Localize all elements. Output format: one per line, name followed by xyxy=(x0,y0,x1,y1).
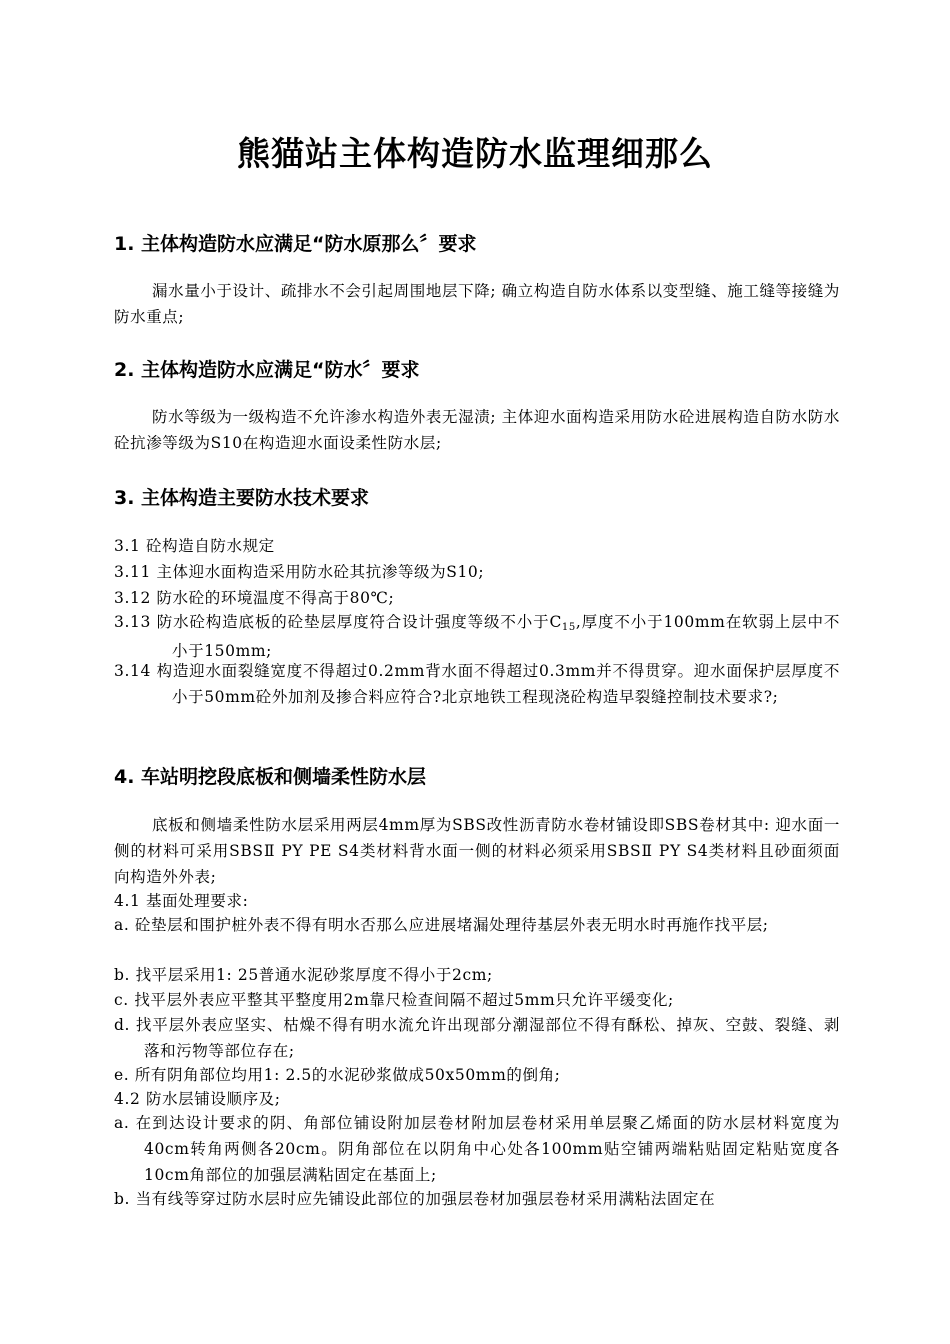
page-title: 熊猫站主体构造防水监理细那么 xyxy=(237,134,713,173)
list-item: a. 在到达设计要求的阴、角部位铺设附加层卷材附加层卷材采用单层聚乙烯面的防水层材料宽度为40cm转角两侧各20cm。阴角部位在以阴角中心处各100mm贴空铺两端粘贴固定粘贴宽度各10cm角部位的加强层满粘固定在基面上; xyxy=(114,1114,840,1184)
section-1-body: 漏水量小于设计、疏排水不会引起周围地层下降; 确立构造自防水体系以变型缝、施工缝等接缝为防水重点; xyxy=(114,282,840,326)
section-2-heading: 2. 主体构造防水应满足“防水〞要求 xyxy=(114,359,420,381)
section-1-heading: 1. 主体构造防水应满足“防水原那么〞要求 xyxy=(114,233,477,255)
strength-grade-subscript: 15 xyxy=(561,622,576,633)
section-3-item: 3.1 砼构造自防水规定 xyxy=(114,537,275,555)
list-item: c. 找平层外表应平整其平整度用2m靠尺检查间隔不超过5mm只允许平缓变化; xyxy=(114,991,674,1009)
section-3-item-tail: ,厚度不小于100mm在软弱上层中不小于150mm; xyxy=(172,613,840,660)
list-item: e. 所有阴角部位均用1: 2.5的水泥砂浆做成50x50mm的倒角; xyxy=(114,1066,561,1084)
section-3-item: 3.11 主体迎水面构造采用防水砼其抗渗等级为S10; xyxy=(114,563,485,581)
section-3-heading: 3. 主体构造主要防水技术要求 xyxy=(114,487,370,509)
section-3-item: 3.12 防水砼的环境温度不得高于80℃; xyxy=(114,589,395,607)
section-4-body: 底板和侧墙柔性防水层采用两层4mm厚为SBS改性沥青防水卷材铺设即SBS卷材其中: 迎水面一侧的材料可采用SBSⅡ PY PE S4类材料背水面一侧的材料必须采用SBSⅡ PY S4类材料且砂面须面向构造外外表; xyxy=(114,816,840,886)
list-item: d. 找平层外表应坚实、枯燥不得有明水流允许出现部分潮湿部位不得有酥松、掉灰、空鼓、裂缝、剥落和污物等部位存在; xyxy=(114,1016,840,1060)
section-3-item-text: 3.13 防水砼构造底板的砼垫层厚度符合设计强度等级不小于C xyxy=(114,613,562,631)
list-item: b. 找平层采用1: 25普通水泥砂浆厚度不得小于2cm; xyxy=(114,966,493,984)
section-3-item: 3.14 构造迎水面裂缝宽度不得超过0.2mm背水面不得超过0.3mm并不得贯穿。迎水面保护层厚度不小于50mm砼外加剂及掺合料应符合?北京地铁工程现浇砼构造早裂缝控制技术要求?; xyxy=(114,662,840,706)
subsection-4-2-heading: 4.2 防水层铺设顺序及; xyxy=(114,1090,281,1108)
subsection-4-1-heading: 4.1 基面处理要求: xyxy=(114,892,249,910)
section-2-body: 防水等级为一级构造不允许渗水构造外表无湿渍; 主体迎水面构造采用防水砼进展构造自防水防水砼抗渗等级为S10在构造迎水面设柔性防水层; xyxy=(114,408,840,452)
list-item: a. 砼垫层和围护桩外表不得有明水否那么应进展堵漏处理待基层外表无明水时再施作找平层; xyxy=(114,916,769,934)
section-4-heading: 4. 车站明挖段底板和侧墙柔性防水层 xyxy=(114,766,427,788)
list-item: b. 当有线等穿过防水层时应先铺设此部位的加强层卷材加强层卷材采用满粘法固定在 xyxy=(114,1190,716,1208)
section-3-item xyxy=(114,609,840,664)
